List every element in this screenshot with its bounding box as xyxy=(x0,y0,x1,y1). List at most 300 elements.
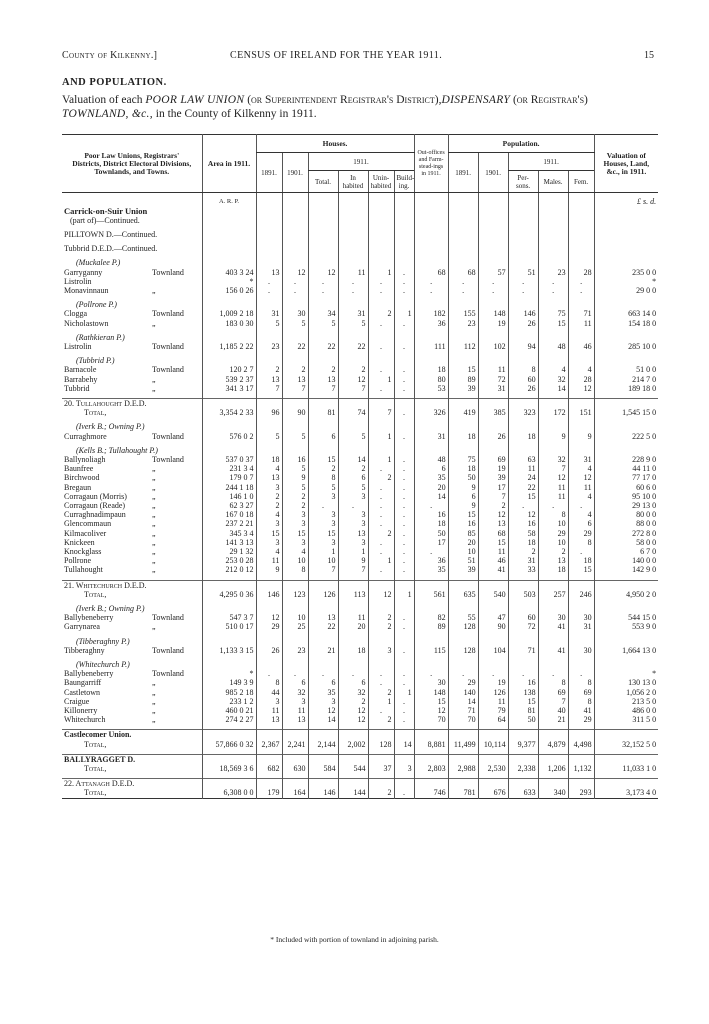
value-cell: 1,206 xyxy=(538,764,568,773)
value-cell: 82 xyxy=(414,613,448,622)
value-cell: 58 xyxy=(508,529,538,538)
value-cell: 29 xyxy=(538,529,568,538)
value-cell: 2 xyxy=(368,622,394,631)
table-row xyxy=(62,688,658,697)
empty-cell xyxy=(414,207,448,216)
value-cell: 151 xyxy=(568,408,594,417)
value-cell: 24 xyxy=(508,473,538,482)
value-cell: 3 xyxy=(368,646,394,655)
value-cell: 11 xyxy=(538,483,568,492)
value-cell: . xyxy=(394,613,414,622)
table-row xyxy=(62,483,658,492)
value-cell: 3 xyxy=(308,538,338,547)
table-row xyxy=(62,510,658,519)
empty-cell xyxy=(538,637,568,646)
empty-cell xyxy=(338,422,368,431)
value-cell: 11 xyxy=(338,268,368,277)
empty-cell xyxy=(308,730,338,740)
value-cell: 5 xyxy=(256,319,282,328)
census-table xyxy=(62,134,658,799)
empty-cell xyxy=(568,604,594,613)
empty-cell xyxy=(282,356,308,365)
value-cell: 14 xyxy=(338,455,368,464)
empty-cell xyxy=(538,230,568,239)
table-row xyxy=(62,646,658,655)
empty-cell xyxy=(308,230,338,239)
value-cell: 1 xyxy=(368,556,394,565)
value-cell: 385 xyxy=(478,408,508,417)
value-cell: . xyxy=(394,547,414,556)
area-cell: 6,308 0 0 xyxy=(202,788,256,798)
value-cell: . xyxy=(282,286,308,295)
townland-kind: „ xyxy=(152,696,156,706)
total-row xyxy=(62,788,658,798)
value-cell: . xyxy=(308,277,338,286)
empty-cell xyxy=(308,333,338,342)
value-cell: . xyxy=(394,678,414,687)
value-cell: 4,498 xyxy=(568,740,594,749)
empty-cell xyxy=(448,398,478,408)
value-cell: 48 xyxy=(538,342,568,351)
value-cell: 18 xyxy=(538,565,568,574)
value-cell: . xyxy=(394,529,414,538)
value-cell: 71 xyxy=(568,309,594,318)
value-cell: . xyxy=(394,319,414,328)
value-cell: 746 xyxy=(414,788,448,798)
row-label: 21. Whitechurch D.E.D. xyxy=(62,580,202,590)
area-cell: 120 2 7 xyxy=(202,365,256,374)
value-cell: . xyxy=(394,715,414,724)
empty-cell xyxy=(414,422,448,431)
empty-cell xyxy=(368,258,394,267)
row-label: BALLYRAGGET D. xyxy=(62,754,202,764)
value-cell: 19 xyxy=(478,319,508,328)
empty-cell xyxy=(508,446,538,455)
value-cell: 13 xyxy=(282,715,308,724)
valuation-cell: 32,152 5 0 xyxy=(594,740,658,749)
townland-name: Tubbrid xyxy=(64,383,90,393)
empty-cell xyxy=(478,779,508,789)
value-cell: 80 xyxy=(414,375,448,384)
empty-cell xyxy=(202,207,256,216)
townland-kind: „ xyxy=(152,678,156,688)
empty-cell xyxy=(414,580,448,590)
value-cell: 2 xyxy=(256,492,282,501)
row-label: (Kells B.; Tullahought P.) xyxy=(76,445,158,455)
value-cell: 155 xyxy=(448,309,478,318)
value-cell: 11 xyxy=(568,483,594,492)
empty-cell xyxy=(282,300,308,309)
empty-cell xyxy=(568,216,594,225)
value-cell: . xyxy=(256,277,282,286)
value-cell: . xyxy=(394,375,414,384)
value-cell: 12 xyxy=(282,268,308,277)
empty-cell xyxy=(478,660,508,669)
townland-name: Clogga xyxy=(64,309,88,319)
value-cell: 1 xyxy=(394,309,414,318)
empty-cell xyxy=(202,356,256,365)
total-label: Total, xyxy=(84,589,107,599)
empty-cell xyxy=(414,754,448,764)
area-cell: 253 0 28 xyxy=(202,556,256,565)
empty-cell xyxy=(308,779,338,789)
value-cell: 3 xyxy=(338,492,368,501)
value-cell: . xyxy=(508,669,538,678)
empty-cell xyxy=(256,207,282,216)
total-row xyxy=(62,764,658,773)
value-cell: 540 xyxy=(478,590,508,599)
empty-cell xyxy=(508,230,538,239)
value-cell: 50 xyxy=(508,715,538,724)
value-cell: . xyxy=(368,464,394,473)
value-cell: 8 xyxy=(282,565,308,574)
value-cell: 41 xyxy=(538,646,568,655)
value-cell: . xyxy=(256,286,282,295)
area-cell: 141 3 13 xyxy=(202,538,256,547)
value-cell: 15 xyxy=(414,697,448,706)
value-cell: 5 xyxy=(308,483,338,492)
area-cell: 539 2 37 xyxy=(202,375,256,384)
value-cell: 79 xyxy=(478,706,508,715)
value-cell: 96 xyxy=(256,408,282,417)
value-cell: . xyxy=(368,501,394,510)
empty-cell xyxy=(202,422,256,431)
empty-cell xyxy=(448,446,478,455)
value-cell: 146 xyxy=(308,788,338,798)
value-cell: 89 xyxy=(414,622,448,631)
table-row xyxy=(62,613,658,622)
value-cell: 2,338 xyxy=(508,764,538,773)
value-cell: 4 xyxy=(568,492,594,501)
empty-cell xyxy=(202,604,256,613)
value-cell: 13 xyxy=(338,529,368,538)
value-cell: 503 xyxy=(508,590,538,599)
empty-cell xyxy=(478,230,508,239)
subtitle-part: (or Superintendent Registrar's District), xyxy=(244,94,442,106)
empty-cell xyxy=(338,258,368,267)
valuation-cell: * xyxy=(594,277,658,286)
empty-cell xyxy=(414,216,448,225)
value-cell: 5 xyxy=(338,432,368,441)
total-label: Total, xyxy=(84,788,107,798)
table-row xyxy=(62,319,658,328)
empty-cell xyxy=(414,398,448,408)
empty-cell xyxy=(448,244,478,253)
value-cell: 3 xyxy=(282,538,308,547)
value-cell: 9,377 xyxy=(508,740,538,749)
empty-cell xyxy=(538,446,568,455)
value-cell: 2,367 xyxy=(256,740,282,749)
empty-cell xyxy=(256,258,282,267)
townland-name: Monavinnaun xyxy=(64,285,109,295)
county-heading: County of Kilkenny.] xyxy=(62,50,158,61)
value-cell: 13 xyxy=(256,715,282,724)
value-cell: 3 xyxy=(282,510,308,519)
value-cell: 23 xyxy=(256,342,282,351)
value-cell: . xyxy=(368,286,394,295)
empty-cell xyxy=(202,333,256,342)
section-heading-row xyxy=(62,730,658,740)
section-heading-row xyxy=(62,580,658,590)
table-row xyxy=(62,473,658,482)
empty-cell xyxy=(594,754,658,764)
empty-cell xyxy=(594,230,658,239)
townland-kind: „ xyxy=(152,528,156,538)
empty-cell xyxy=(478,604,508,613)
area-cell: 403 3 24 xyxy=(202,268,256,277)
empty-cell xyxy=(414,300,448,309)
empty-cell xyxy=(368,422,394,431)
valuation-cell: 77 17 0 xyxy=(594,473,658,482)
value-cell: 16 xyxy=(508,678,538,687)
empty-cell xyxy=(282,422,308,431)
empty-cell xyxy=(448,258,478,267)
value-cell: . xyxy=(368,510,394,519)
empty-cell xyxy=(448,207,478,216)
value-cell: 39 xyxy=(448,565,478,574)
value-cell: 16 xyxy=(448,519,478,528)
value-cell: 19 xyxy=(478,464,508,473)
value-cell: 10 xyxy=(308,556,338,565)
townland-kind: Townland xyxy=(152,454,184,464)
table-row xyxy=(62,538,658,547)
value-cell: . xyxy=(394,483,414,492)
value-cell: . xyxy=(508,277,538,286)
value-cell: 5 xyxy=(338,319,368,328)
value-cell: 2,241 xyxy=(282,740,308,749)
value-cell: . xyxy=(394,492,414,501)
value-cell: . xyxy=(394,646,414,655)
value-cell: 50 xyxy=(414,529,448,538)
empty-cell xyxy=(202,446,256,455)
area-cell: 146 1 0 xyxy=(202,492,256,501)
value-cell: 146 xyxy=(256,590,282,599)
value-cell: 5 xyxy=(256,432,282,441)
value-cell: 51 xyxy=(508,268,538,277)
value-cell: 8 xyxy=(256,678,282,687)
row-label: Tubbrid D.E.D.—Continued. xyxy=(64,244,158,254)
value-cell: 112 xyxy=(448,342,478,351)
value-cell: 4 xyxy=(568,510,594,519)
empty-cell xyxy=(368,779,394,789)
value-cell: 48 xyxy=(414,455,448,464)
empty-cell xyxy=(508,637,538,646)
value-cell: 26 xyxy=(508,384,538,393)
townland-name: Bregaun xyxy=(64,482,92,492)
value-cell: 128 xyxy=(448,622,478,631)
empty-cell xyxy=(568,660,594,669)
empty-cell xyxy=(414,660,448,669)
empty-cell xyxy=(394,779,414,789)
empty-cell xyxy=(594,258,658,267)
townland-kind: „ xyxy=(152,622,156,632)
row-label: 20. Tullahought D.E.D. xyxy=(62,398,202,408)
value-cell: 15 xyxy=(308,529,338,538)
empty-cell xyxy=(508,207,538,216)
row-label: PILLTOWN D.—Continued. xyxy=(64,229,158,239)
area-cell: 231 3 4 xyxy=(202,464,256,473)
value-cell: 34 xyxy=(308,309,338,318)
value-cell: 544 xyxy=(338,764,368,773)
valuation-cell: 213 5 0 xyxy=(594,697,658,706)
table-header xyxy=(62,135,658,193)
subtitle-townland: TOWNLAND, &c., xyxy=(62,108,153,120)
empty-cell xyxy=(538,660,568,669)
empty-cell xyxy=(538,779,568,789)
empty-cell xyxy=(394,356,414,365)
value-cell: 111 xyxy=(414,342,448,351)
empty-cell xyxy=(478,300,508,309)
value-cell: 7 xyxy=(338,565,368,574)
subtitle-poor-law-union: POOR LAW UNION xyxy=(145,94,245,106)
empty-cell xyxy=(448,660,478,669)
area-cell: 1,185 2 22 xyxy=(202,342,256,351)
value-cell: 9 xyxy=(448,501,478,510)
value-cell: 18 xyxy=(448,464,478,473)
value-cell: 1 xyxy=(368,268,394,277)
value-cell: 2 xyxy=(478,501,508,510)
value-cell: 12 xyxy=(478,510,508,519)
subheading-row xyxy=(62,422,658,431)
value-cell: 8 xyxy=(508,365,538,374)
townland-name: Baunfree xyxy=(64,464,94,474)
empty-cell xyxy=(202,637,256,646)
empty-cell xyxy=(202,730,256,740)
empty-cell xyxy=(282,230,308,239)
empty-cell xyxy=(538,754,568,764)
empty-cell xyxy=(508,730,538,740)
value-cell: 3 xyxy=(256,483,282,492)
value-cell: 10,114 xyxy=(478,740,508,749)
townland-name: Glencommaun xyxy=(64,519,112,529)
value-cell: . xyxy=(394,510,414,519)
table-row xyxy=(62,492,658,501)
townland-name: Castletown xyxy=(64,687,100,697)
total-label: Total, xyxy=(84,739,107,749)
empty-cell xyxy=(394,216,414,225)
value-cell: . xyxy=(394,519,414,528)
townland-kind: „ xyxy=(152,374,156,384)
value-cell: 12 xyxy=(308,268,338,277)
value-cell: 179 xyxy=(256,788,282,798)
value-cell: 25 xyxy=(282,622,308,631)
value-cell: 3 xyxy=(338,510,368,519)
population-header: Population. xyxy=(448,135,594,153)
value-cell: 128 xyxy=(448,646,478,655)
value-cell: 2 xyxy=(282,492,308,501)
valuation-cell: 4,950 2 0 xyxy=(594,590,658,599)
subheading-row xyxy=(62,604,658,613)
empty-cell xyxy=(414,779,448,789)
empty-cell xyxy=(308,216,338,225)
empty-cell xyxy=(538,207,568,216)
empty-cell xyxy=(256,660,282,669)
townland-kind: „ xyxy=(152,510,156,520)
empty-cell xyxy=(282,604,308,613)
value-cell: . xyxy=(394,565,414,574)
value-cell: 35 xyxy=(414,473,448,482)
townland-kind: Townland xyxy=(152,669,184,679)
value-cell: . xyxy=(448,669,478,678)
empty-cell xyxy=(338,333,368,342)
empty-cell xyxy=(338,207,368,216)
empty-cell xyxy=(368,244,394,253)
empty-cell xyxy=(568,422,594,431)
empty-cell xyxy=(256,333,282,342)
empty-cell xyxy=(368,446,394,455)
value-cell: 15 xyxy=(448,365,478,374)
subtitle-part: (or Registrar's) xyxy=(510,94,588,106)
empty-cell xyxy=(414,446,448,455)
empty-cell xyxy=(368,333,394,342)
value-cell: 20 xyxy=(414,483,448,492)
empty-cell xyxy=(368,300,394,309)
section-title: AND POPULATION. xyxy=(62,77,167,88)
empty-cell xyxy=(368,637,394,646)
value-cell: 1 xyxy=(368,455,394,464)
value-cell: . xyxy=(394,538,414,547)
value-cell: 39 xyxy=(448,384,478,393)
empty-cell xyxy=(256,244,282,253)
table-subtitle xyxy=(62,93,662,121)
value-cell: 22 xyxy=(308,622,338,631)
value-cell: . xyxy=(368,365,394,374)
empty-cell xyxy=(508,244,538,253)
empty-cell xyxy=(594,637,658,646)
empty-cell xyxy=(594,446,658,455)
value-cell: . xyxy=(394,706,414,715)
value-cell: 69 xyxy=(538,688,568,697)
value-cell: 257 xyxy=(538,590,568,599)
value-cell: 18 xyxy=(414,365,448,374)
total-row xyxy=(62,590,658,599)
value-cell: 1 xyxy=(308,547,338,556)
section-heading-row xyxy=(62,754,658,764)
value-cell: 9 xyxy=(448,483,478,492)
empty-cell xyxy=(508,660,538,669)
value-cell: 3 xyxy=(282,519,308,528)
valuation-units: £ s. d. xyxy=(594,193,658,207)
empty-cell xyxy=(256,604,282,613)
value-cell: 32 xyxy=(338,688,368,697)
table-row xyxy=(62,678,658,687)
value-cell: 31 xyxy=(568,622,594,631)
empty-cell xyxy=(202,230,256,239)
value-cell: 22 xyxy=(282,342,308,351)
empty-cell xyxy=(594,604,658,613)
area-cell: 274 2 27 xyxy=(202,715,256,724)
value-cell: 3 xyxy=(394,764,414,773)
empty-cell xyxy=(368,754,394,764)
value-cell: . xyxy=(414,547,448,556)
value-cell: 30 xyxy=(568,646,594,655)
value-cell: 36 xyxy=(414,556,448,565)
value-cell: 4 xyxy=(256,464,282,473)
value-cell: . xyxy=(368,669,394,678)
col-females: Fem. xyxy=(568,171,594,193)
empty-cell xyxy=(338,216,368,225)
empty-cell xyxy=(282,754,308,764)
empty-cell xyxy=(478,446,508,455)
value-cell: 2,803 xyxy=(414,764,448,773)
valuation-cell: 1,545 15 0 xyxy=(594,408,658,417)
value-cell: 11 xyxy=(478,365,508,374)
valuation-cell: 29 13 0 xyxy=(594,501,658,510)
value-cell: 55 xyxy=(448,613,478,622)
value-cell: 3 xyxy=(308,510,338,519)
empty-cell xyxy=(394,398,414,408)
empty-cell xyxy=(414,637,448,646)
